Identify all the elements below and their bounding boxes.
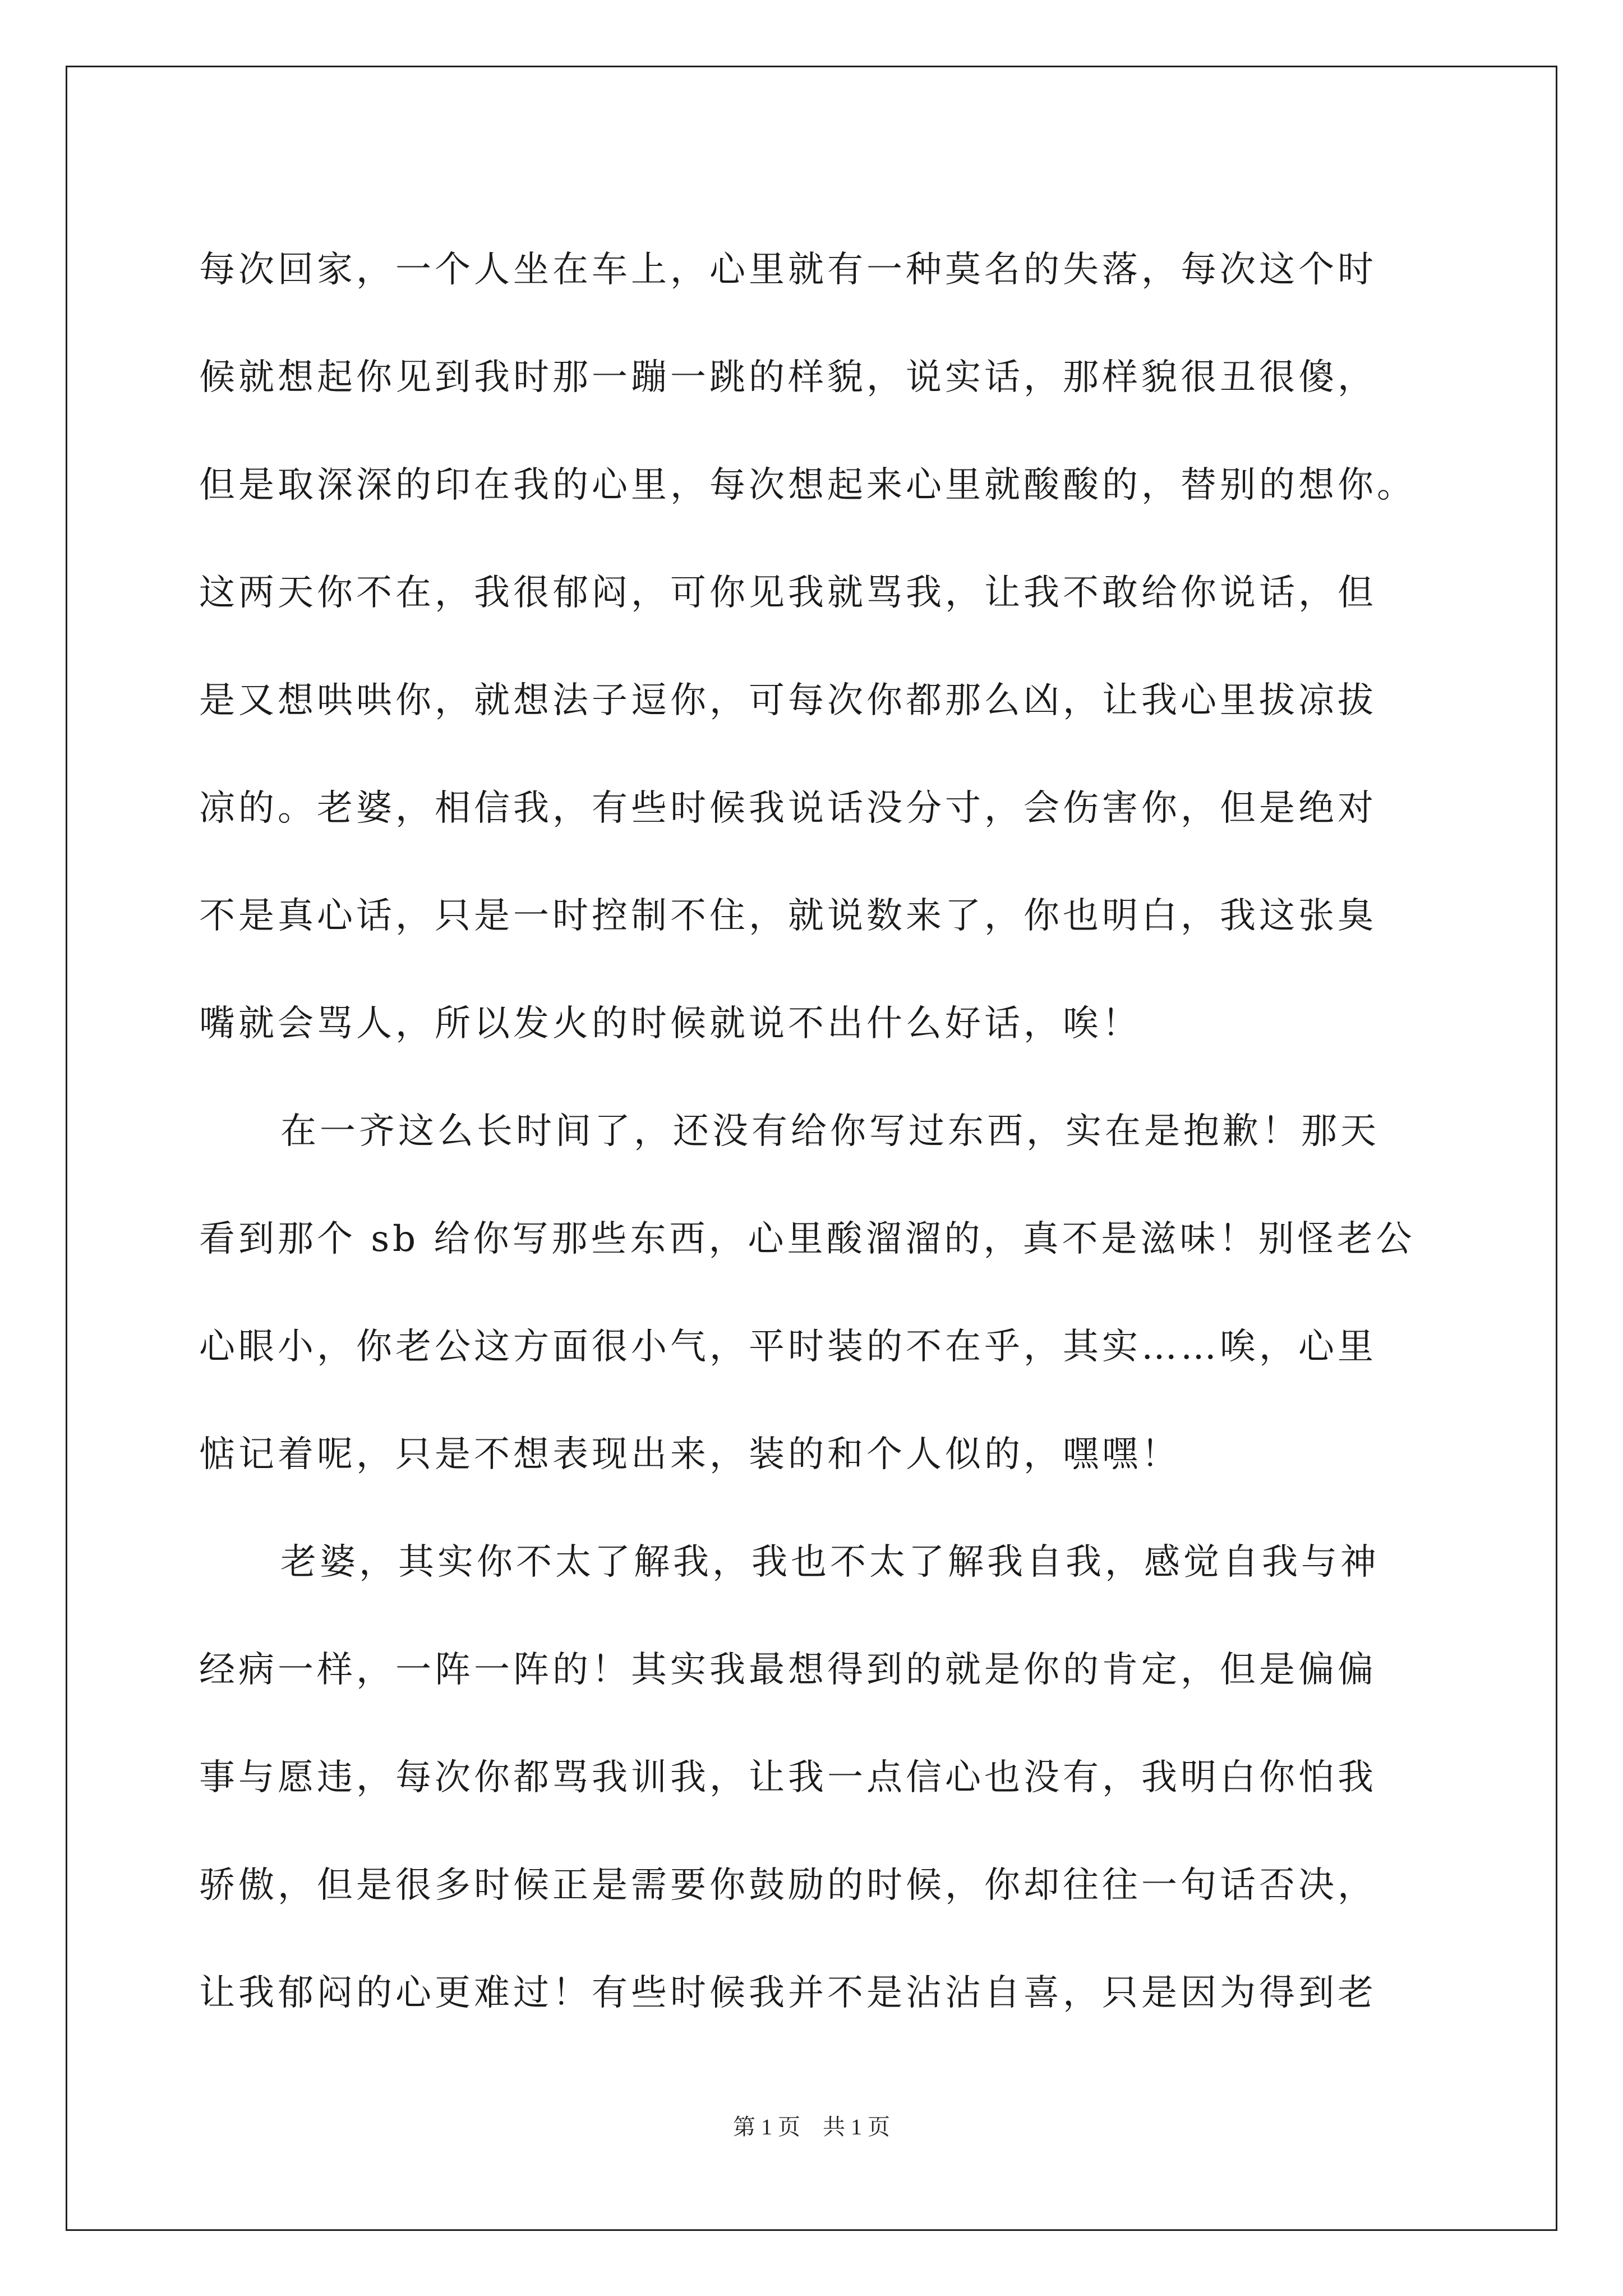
text-line: 让我郁闷的心更难过！有些时候我并不是沾沾自喜，只是因为得到老: [199, 1972, 1377, 2014]
text-line: 但是取深深的印在我的心里，每次想起来心里就酸酸的，替别的想你。: [199, 464, 1416, 506]
text-line: 凉的。老婆，相信我，有些时候我说话没分寸，会伤害你，但是绝对: [199, 788, 1377, 829]
document-body: [199, 216, 1438, 2047]
text-line: 骄傲，但是很多时候正是需要你鼓励的时候，你却往往一句话否决，: [199, 1865, 1377, 1906]
text-line: 嘴就会骂人，所以发火的时候就说不出什么好话，唉！: [199, 1003, 1141, 1045]
text-line: 这两天你不在，我很郁闷，可你见我就骂我，让我不敢给你说话，但: [199, 572, 1377, 614]
text-line: 看到那个 sb 给你写那些东西，心里酸溜溜的，真不是滋味！别怪老公: [199, 1218, 1415, 1260]
paragraph-start-line: 在一齐这么长时间了，还没有给你写过东西，实在是抱歉！那天: [280, 1111, 1380, 1152]
text-line: 不是真心话，只是一时控制不住，就说数来了，你也明白，我这张臭: [199, 895, 1377, 937]
text-line: 经病一样，一阵一阵的！其实我最想得到的就是你的肯定，但是偏偏: [199, 1649, 1377, 1691]
page-number-footer: 第 1 页 共 1 页: [733, 2114, 890, 2139]
paragraph-start-line: 老婆，其实你不太了解我，我也不太了解我自我，感觉自我与神: [280, 1542, 1380, 1583]
text-line: 事与愿违，每次你都骂我训我，让我一点信心也没有，我明白你怕我: [199, 1757, 1377, 1798]
text-line: 心眼小，你老公这方面很小气，平时装的不在乎，其实……唉，心里: [199, 1326, 1377, 1368]
text-line: 每次回家，一个人坐在车上，心里就有一种莫名的失落，每次这个时: [199, 249, 1377, 291]
text-line: 惦记着呢，只是不想表现出来，装的和个人似的，嘿嘿！: [199, 1434, 1181, 1475]
text-line: 候就想起你见到我时那一蹦一跳的样貌，说实话，那样貌很丑很傻，: [199, 357, 1377, 398]
text-line: 是又想哄哄你，就想法子逗你，可每次你都那么凶，让我心里拔凉拔: [199, 680, 1377, 721]
